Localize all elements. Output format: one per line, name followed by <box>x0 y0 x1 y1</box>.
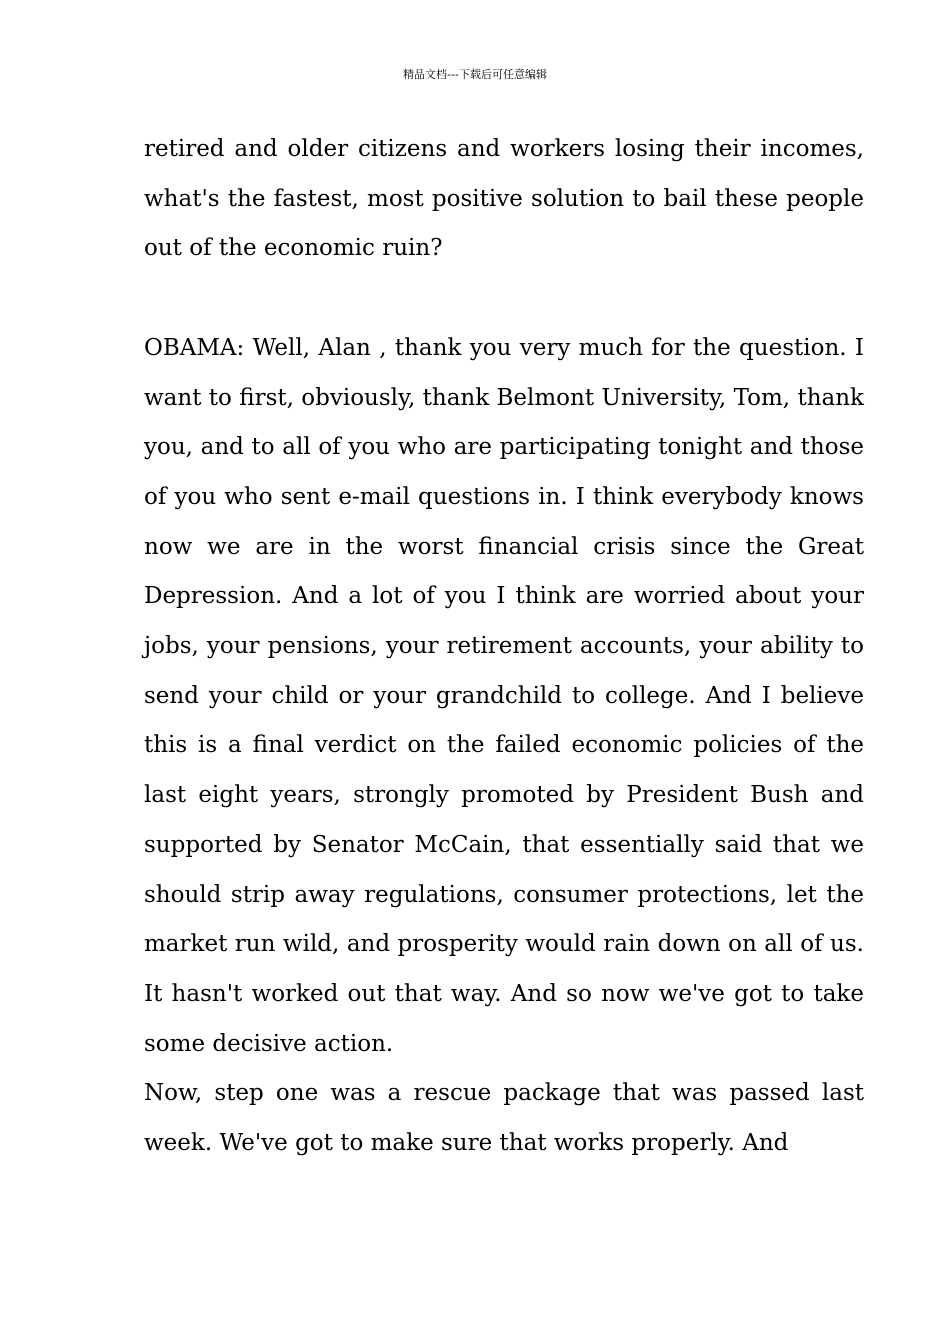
document-body <box>144 125 864 1169</box>
paragraph-step-one: Now, step one was a rescue package that was passed last week. We've got to make sure that works properly. And <box>144 1080 864 1157</box>
paragraph-question-end: retired and older citizens and workers losing their incomes, what's the fastest, most positive solution to bail these people out of the economic ruin? <box>144 136 864 262</box>
paragraph-spacer <box>144 274 864 324</box>
paragraph-obama-answer: OBAMA: Well, Alan , thank you very much for the question. I want to first, obviously, thank Belmont University, Tom, thank you, and to all of you who are participating tonight and those of you who sent e-mail questions in. I think everybody knows now we are in the worst financial crisis since the Great Depression. And a lot of you I think are worried about your jobs, your pensions, your retirement accounts, your ability to send your child or your grandchild to college. And I believe this is a final verdict on the failed economic policies of the last eight years, strongly promoted by President Bush and supported by Senator McCain, that essentially said that we should strip away regulations, consumer protections, let the market run wild, and prosperity would rain down on all of us. It hasn't worked out that way. And so now we've got to take some decisive action. <box>144 334 864 1057</box>
page-header-watermark: 精品文档---下载后可任意编辑 <box>403 68 547 81</box>
